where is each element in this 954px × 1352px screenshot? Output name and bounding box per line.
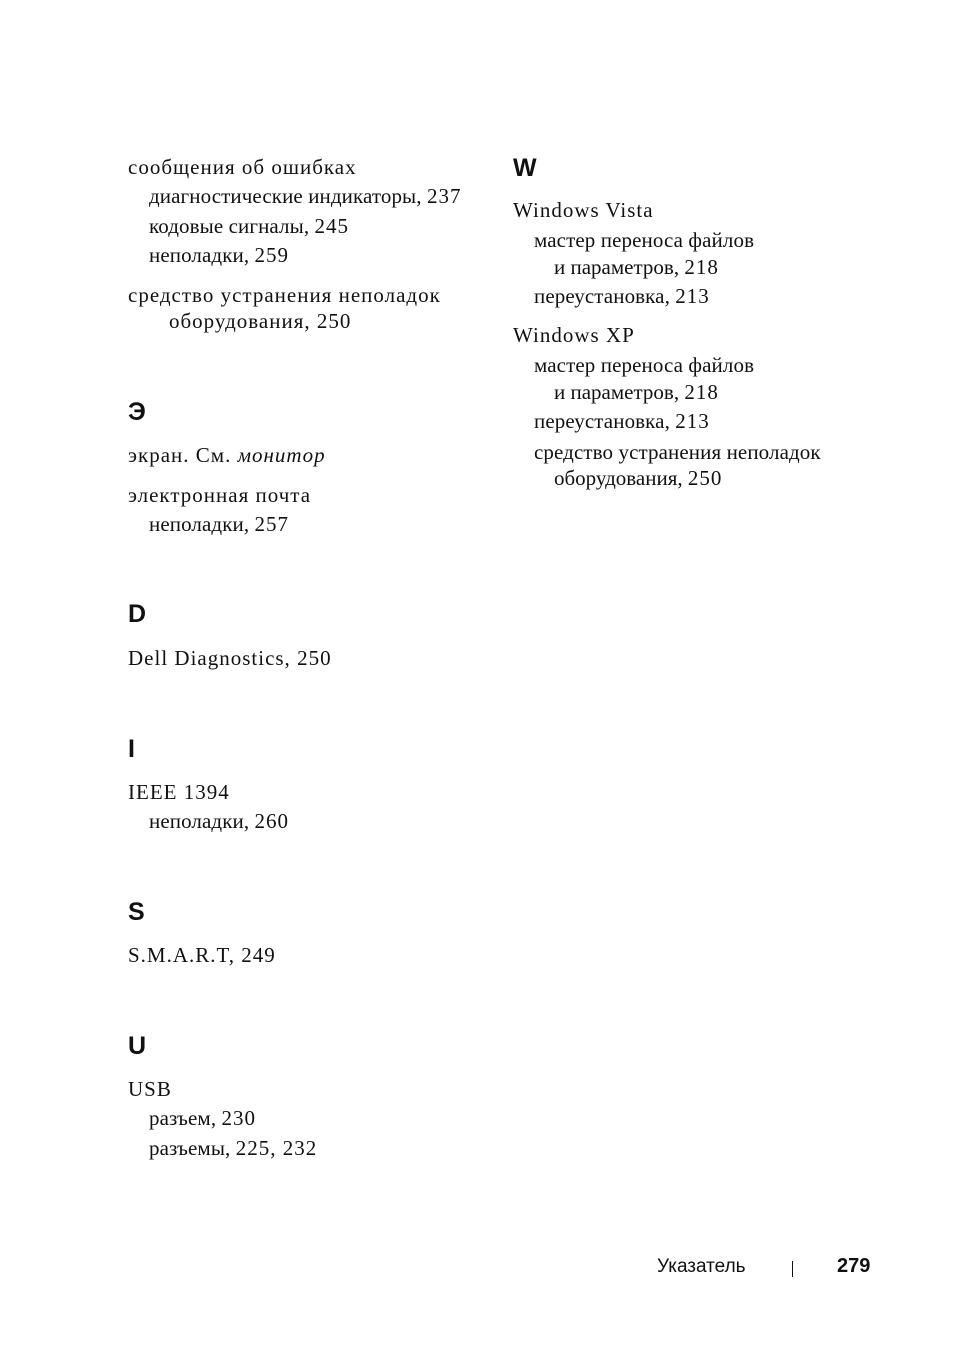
- footer-section-label: Указатель: [657, 1256, 746, 1277]
- subentry-text: и параметров,: [554, 380, 685, 404]
- subentry-text: неполадки,: [149, 512, 255, 536]
- index-subentry-continuation: [513, 466, 722, 491]
- index-subentry: [128, 243, 289, 268]
- page-ref: 250: [297, 646, 332, 670]
- index-subentry: [128, 1136, 317, 1161]
- index-subentry: [513, 284, 710, 309]
- section-heading-w: W: [513, 154, 537, 182]
- index-subentry: [128, 1106, 256, 1131]
- index-entry-dell-diagnostics: [128, 646, 332, 671]
- index-subentry: [128, 512, 289, 537]
- footer-divider: [792, 1261, 793, 1277]
- subentry-text: диагностические индикаторы,: [149, 184, 427, 208]
- index-subentry: мастер переноса файлов: [534, 353, 755, 377]
- page-ref: 230: [221, 1106, 257, 1130]
- page-ref: 213: [675, 284, 710, 308]
- subentry-text: оборудования,: [554, 466, 688, 490]
- index-entry-screen: [128, 443, 326, 468]
- page-ref: 225, 232: [235, 1136, 318, 1160]
- entry-text: S.M.A.R.T,: [128, 943, 242, 967]
- index-subentry: мастер переноса файлов: [534, 228, 755, 252]
- index-subentry: [513, 409, 710, 434]
- index-subentry: [128, 184, 461, 209]
- index-entry-troubleshooter: средство устранения неполадок: [128, 283, 441, 307]
- page-ref: 250: [316, 309, 352, 333]
- index-subentry-continuation: [513, 255, 719, 280]
- section-heading-i: I: [128, 735, 135, 763]
- page-ref: 250: [687, 466, 723, 490]
- section-heading-s: S: [128, 898, 145, 926]
- subentry-text: неполадки,: [149, 809, 255, 833]
- page-ref: 257: [254, 512, 290, 536]
- index-entry-windows-vista: Windows Vista: [513, 198, 654, 222]
- index-entry-ieee: IEEE 1394: [128, 780, 230, 804]
- page-ref: 259: [254, 243, 290, 267]
- subentry-text: неполадки,: [149, 243, 255, 267]
- page-number: 279: [837, 1255, 871, 1277]
- page-ref: 218: [684, 255, 719, 279]
- subentry-text: переустановка,: [534, 409, 676, 433]
- page-ref: 245: [314, 214, 350, 238]
- entry-text: Dell Diagnostics,: [128, 646, 298, 670]
- subentry-text: переустановка,: [534, 284, 676, 308]
- index-entry-windows-xp: Windows XP: [513, 323, 635, 347]
- index-subentry: [128, 214, 349, 239]
- section-heading-u: U: [128, 1032, 147, 1060]
- section-heading-e: Э: [128, 398, 146, 426]
- page-ref: 213: [675, 409, 710, 433]
- index-entry-smart: [128, 943, 276, 968]
- subentry-text: и параметров,: [554, 255, 685, 279]
- page-ref: 260: [254, 809, 290, 833]
- index-subentry: средство устранения неполадок: [534, 440, 821, 464]
- page-ref: 237: [426, 184, 462, 208]
- subentry-text: разъем,: [149, 1106, 222, 1130]
- index-subentry-continuation: [513, 380, 719, 405]
- section-heading-d: D: [128, 600, 147, 628]
- entry-text: оборудования,: [169, 309, 317, 333]
- entry-text: экран. См.: [128, 443, 238, 467]
- index-entry-email: электронная почта: [128, 483, 312, 507]
- subentry-text: кодовые сигналы,: [149, 214, 315, 238]
- subentry-text: разъемы,: [149, 1136, 236, 1160]
- page-ref: 218: [684, 380, 719, 404]
- index-entry-error-messages: сообщения об ошибках: [128, 155, 357, 179]
- index-entry-continuation: [128, 309, 351, 334]
- index-entry-usb: USB: [128, 1077, 172, 1101]
- page-ref: 249: [241, 943, 276, 967]
- index-subentry: [128, 809, 289, 834]
- cross-reference: монитор: [237, 443, 326, 467]
